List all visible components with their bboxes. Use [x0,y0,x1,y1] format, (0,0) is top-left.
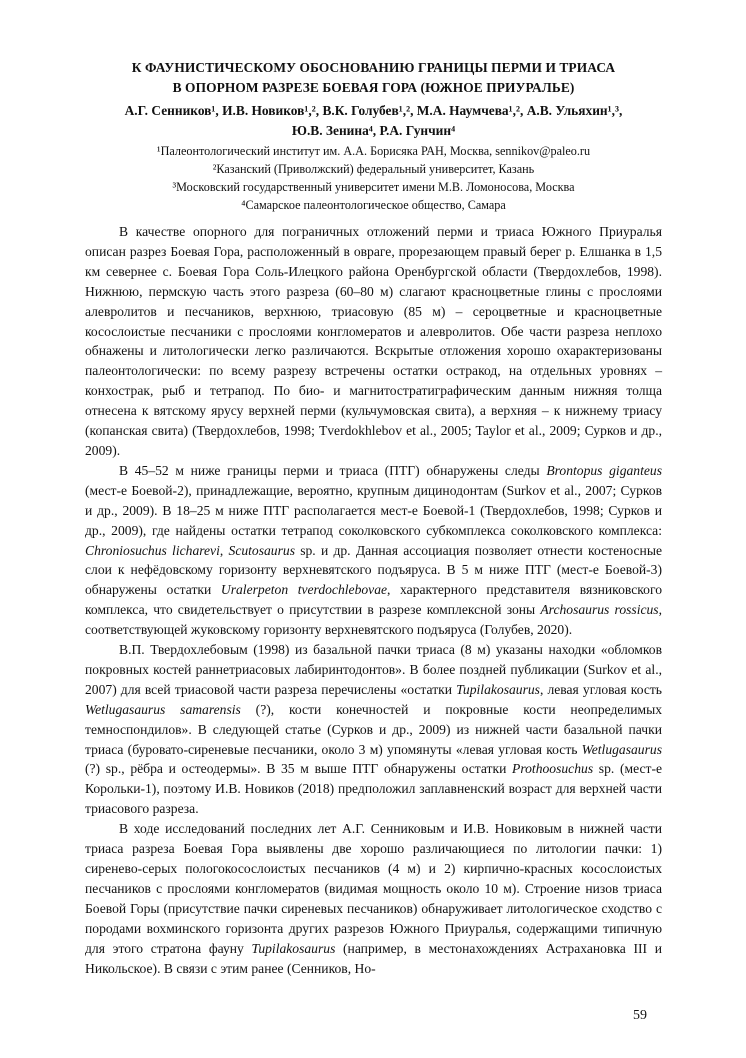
authors-line-2: Ю.В. Зенина⁴, Р.А. Гунчин⁴ [291,123,456,138]
authors-line-1: А.Г. Сенников¹, И.В. Новиков¹,², В.К. Голубев¹,², М.А. Наумчева¹,², А.В. Ульяхин¹,³, [124,103,623,118]
page-number: 59 [633,1008,647,1023]
paragraph-4: В ходе исследований последних лет А.Г. Сенниковым и И.В. Новиковым в нижней части триаса разреза Боевая Гора выявлены две хорошо различающиеся по литологии пачки: 1) сиреневo-серых пологокосослоистых песчаников (4 м) и 2) кирпично-красных косослоистых песчаников с прослоями конгломератов (видимая мощность около 10 м). Строение низов триаса Боевой Горы (присутствие пачки сиреневых песчаников) обнаруживает литологическое сходство с породами вохминского горизонта других разрезов Южного Приуралья, содержащими типичную для этого стратона фауну Tupilakosaurus (например, в местонахождениях Астрахановка III и Никольское). В связи с этим ранее (Сенников, Но- [85,821,662,976]
paragraph-3: В.П. Твердохлебовым (1998) из базальной пачки триаса (8 м) указаны находки «обломков покровных костей раннетриасовых лабиринтодонтов». В более поздней публикации (Surkov et al., 2007) для всей триасовой части разреза перечислены «остатки Tupilakosaurus, левая угловая кость Wetlugasaurus samarensis (?), кости конечностей и покровные кости неопределимых темноспондилов». В следующей статье (Сурков и др., 2009) из нижней части базальной пачки триаса (буровато-сиреневые песчаники, около 3 м) упомянуты «левая угловая кость Wetlugasaurus (?) sp., рёбра и остеодермы». В 35 м выше ПТГ обнаружены остатки Prothoosuchus sp. (мест-е Корольки-1), поэтому И.В. Новиков (2018) предположил заплавненский возраст для верхней части триасового разреза. [85,642,663,817]
paragraph-2: В 45–52 м ниже границы перми и триаса (ПТГ) обнаружены следы Brontopus giganteus (мест-е Боевой-2), принадлежащие, вероятно, крупным дицинодонтам (Surkov et al., 2007; Сурков и др., 2009). В 18–25 м ниже ПТГ располагается мест-е Боевой-1 (Твердохлебов, 1998; Сурков и др., 2009), где найдены остатки тетрапод соколковского субкомплекса соколковского комплекса: Chroniosuchus licharevi, Scutosaurus sp. и др. Данная ассоциация позволяет отнести костеносные слои к нефёдовскому горизонту верхневятского подъяруса. В 5 м ниже ПТГ (мест-е Боевой-3) обнаружены остатки Uralerpeton tverdochlebovae, характерного представителя вязниковского комплекса, что свидетельствует о присутствии в разрезе комплексной зоны Archosaurus rossicus, соответствующей жуковскому горизонту верхневятского подъяруса (Голубев, 2020). [85,462,662,638]
title-line-2: В ОПОРНОМ РАЗРЕЗЕ БОЕВАЯ ГОРА (ЮЖНОЕ ПРИУРАЛЬЕ) [172,80,575,95]
title-line-1: К ФАУНИСТИЧЕСКОМУ ОБОСНОВАНИЮ ГРАНИЦЫ ПЕРМИ И ТРИАСА [131,60,616,75]
affiliations [85,142,662,214]
affiliation-3: ³Московский государственный университет имени М.В. Ломоносова, Москва [172,180,575,194]
paragraph-1: В качестве опорного для пограничных отложений перми и триаса Южного Приуралья описан разрез Боевая Гора, расположенный в овраге, прорезающем правый берег р. Елшанка в 1,5 км севернее с. Боевая Гора Соль-Илецкого района Оренбургской области (Твердохлебов, 1998). Нижнюю, пермскую часть этого разреза (60–80 м) слагают красноцветные глины с прослоями алевролитов и песчаников, верхнюю, триасовую (85 м) – сероцветные и красноцветные косослоистые песчаники с прослоями конгломератов и алевролитов. Обе части разреза неплохо обнажены и литологически легко различаются. Вскрытые отложения хорошо охарактеризованы палеонтологически: по всему разрезу встречены остатки остракод, на отдельных уровнях – конхострак, рыб и тетрапод. По био- и магнитостратиграфическим данным нижняя толща отнесена к вятскому ярусу верхней перми (кульчумовская свита), а верхняя – к нижнему триасу (копанская свита) (Твердохлебов, 1998; Tverdokhlebov et al., 2005; Taylor et al., 2009; Сурков и др., 2009). [85,224,662,458]
affiliation-4: ⁴Самарское палеонтологическое общество, Самара [241,198,506,212]
article [85,58,662,978]
affiliation-1: ¹Палеонтологический институт им. А.А. Борисяка РАН, Москва, sennikov@paleo.ru [156,144,591,158]
affiliation-2: ²Казанский (Приволжский) федеральный университет, Казань [212,162,535,176]
article-title [85,58,662,98]
authors [85,101,662,141]
article-body [85,222,662,978]
